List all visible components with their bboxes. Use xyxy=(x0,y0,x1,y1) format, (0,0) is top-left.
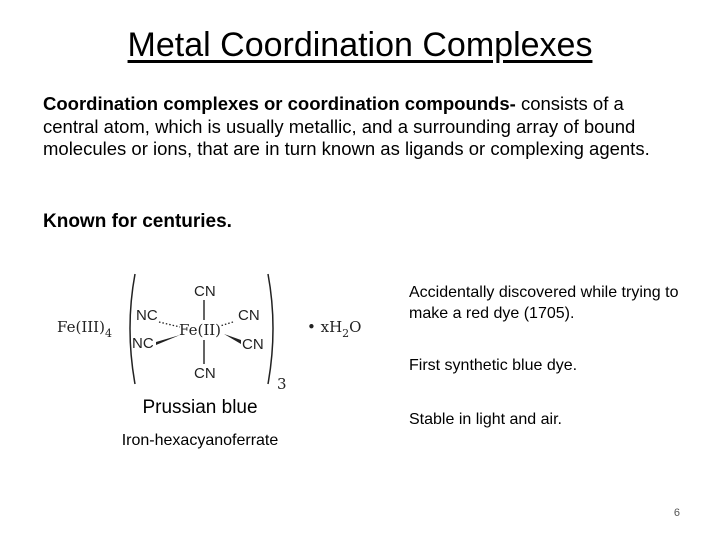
ligand-lower-left: NC xyxy=(132,335,154,352)
bracket-subscript: 3 xyxy=(277,375,287,393)
central-metal: Fe(II) xyxy=(179,321,222,339)
known-heading: Known for centuries. xyxy=(43,211,232,232)
ligand-bottom: CN xyxy=(194,365,216,382)
prussian-blue-structure xyxy=(55,268,375,398)
structure-prefix: $Fe(III)_4$ xyxy=(57,318,112,340)
fact-item: First synthetic blue dye. xyxy=(409,357,578,374)
ligand-upper-left: NC xyxy=(136,307,158,324)
fact-item: Stable in light and air. xyxy=(409,411,562,428)
intro-paragraph xyxy=(43,93,683,161)
page-number: 6 xyxy=(673,507,680,519)
bond-upper-right xyxy=(220,322,233,326)
fact-item: Accidentally discovered while trying to make a red dye (1705). xyxy=(409,284,679,322)
intro-term: Coordination complexes or coordination compounds- xyxy=(43,93,516,114)
slide-title: Metal Coordination Complexes xyxy=(127,26,593,64)
caption-chemical-name: Iron-hexacyanoferrate xyxy=(121,432,279,449)
bond-upper-left xyxy=(159,322,180,327)
ligand-upper-right: CN xyxy=(238,307,260,324)
ligand-top: CN xyxy=(194,283,216,300)
hydrate-label: • $xH_2O$ xyxy=(307,318,362,340)
caption-prussian-blue: Prussian blue xyxy=(142,397,258,418)
structure-diagram xyxy=(55,268,375,398)
intro-definition: consists of a central atom, which is usually metallic, and a surrounding array of bound molecules or ions, that are in turn known as ligands or complexing agents. xyxy=(43,93,650,159)
ligand-lower-right: CN xyxy=(242,336,264,353)
right-bracket xyxy=(268,274,273,384)
bond-lower-right xyxy=(224,334,241,344)
bond-lower-left xyxy=(156,335,180,345)
left-bracket xyxy=(130,274,135,384)
